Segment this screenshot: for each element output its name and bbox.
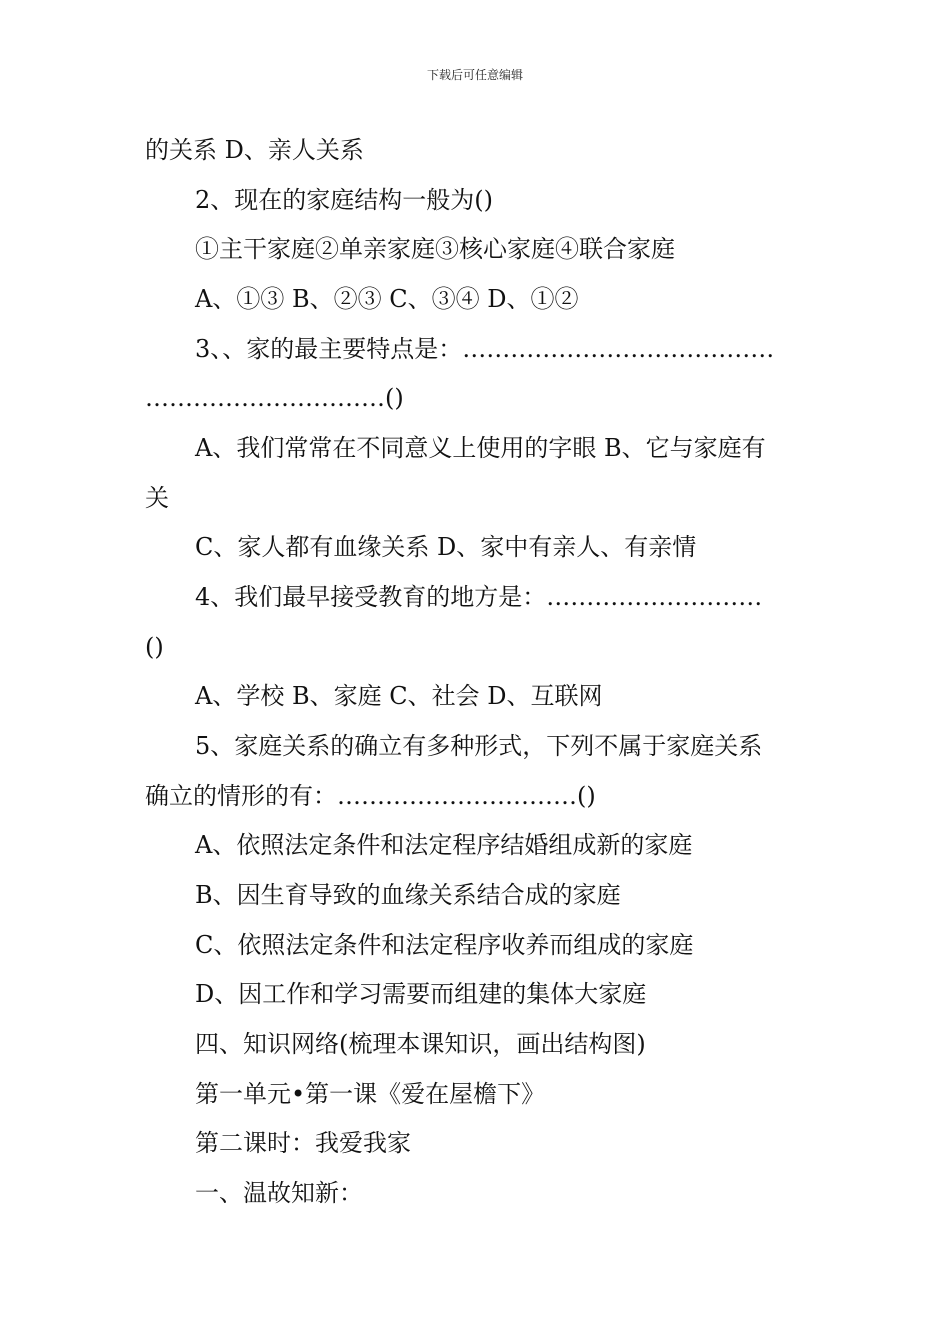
question-4-continued: () <box>145 633 164 661</box>
question-5-option-d: D、因工作和学习需要而组建的集体大家庭 <box>195 980 647 1008</box>
question-2: 2、现在的家庭结构一般为() <box>195 186 493 214</box>
question-3-options-cd: C、家人都有血缘关系 D、家中有亲人、有亲情 <box>195 533 697 561</box>
question-3: 3、、家的最主要特点是：………………………………… <box>195 335 775 363</box>
question-2-items: ①主干家庭②单亲家庭③核心家庭④联合家庭 <box>195 235 675 263</box>
question-2-options: A、①③ B、②③ C、③④ D、①② <box>195 285 579 313</box>
question-5: 5、家庭关系的确立有多种形式，下列不属于家庭关系 <box>195 732 763 760</box>
lesson-period-title: 第二课时：我爱我家 <box>195 1129 411 1157</box>
section-review: 一、温故知新： <box>195 1179 363 1207</box>
question-5-option-b: B、因生育导致的血缘关系结合成的家庭 <box>195 881 621 909</box>
question-3-options-wrap: 关 <box>145 484 169 512</box>
question-5-option-a: A、依照法定条件和法定程序结婚组成新的家庭 <box>195 831 693 859</box>
unit-lesson-title: 第一单元•第一课《爱在屋檐下》 <box>195 1080 546 1108</box>
question-4: 4、我们最早接受教育的地方是：……………………… <box>195 583 763 611</box>
text-line-continuation: 的关系 D、亲人关系 <box>145 136 364 164</box>
question-4-options: A、学校 B、家庭 C、社会 D、互联网 <box>195 682 603 710</box>
page-header: 下载后可任意编辑 <box>426 68 523 82</box>
question-5-option-c: C、依照法定条件和法定程序收养而组成的家庭 <box>195 931 694 959</box>
section-knowledge-network: 四、知识网络(梳理本课知识，画出结构图) <box>195 1030 646 1058</box>
question-5-continued: 确立的情形的有：…………………………() <box>145 782 596 810</box>
question-3-options-ab: A、我们常常在不同意义上使用的字眼 B、它与家庭有 <box>195 434 766 462</box>
question-3-continued: …………………………() <box>145 384 404 412</box>
